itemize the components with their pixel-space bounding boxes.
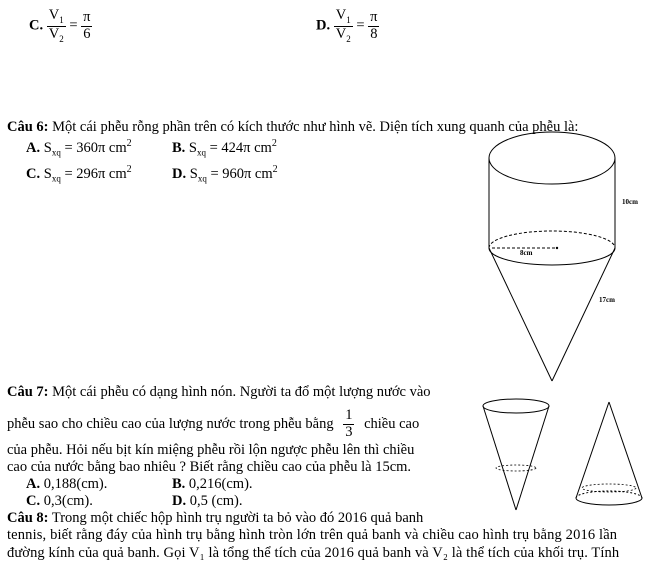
fraction-pi-8: $\frac{\pi}{8}$ — [370, 8, 378, 42]
q7-line4: cao của nước bằng bao nhiêu ? Biết rằng chiều cao của phễu là 15cm. — [7, 459, 412, 475]
funnel-left-edge — [483, 406, 516, 510]
question-7: Câu 7: Một cái phễu có dạng hình nón. Người ta đổ một lượng nước vào — [7, 384, 431, 400]
q7-line2: phễu sao cho chiều cao của lượng nước trong phễu bằng $\frac{1}{3}$ chiều cao — [7, 407, 420, 440]
fraction-pi-6: $\frac{\pi}{6}$ — [83, 8, 91, 42]
q6-option-b: B. $S_{xq} = 424\pi$ $cm^2$ — [172, 138, 277, 158]
cone-base-front — [576, 498, 642, 505]
question-text: Một cái phễu rỗng phần trên có kích thước như hình vẽ. Diện tích xung quanh của phễu là: — [48, 119, 579, 135]
option-d-top: D. $\frac{V_1}{V_2}$ = $\frac{\pi}{8}$ — [316, 7, 378, 44]
q7-option-b: B. 0,216(cm). — [172, 476, 253, 492]
cone-left-edge — [576, 402, 609, 498]
question-label: Câu 6: — [7, 119, 49, 135]
cone-water-level — [582, 484, 636, 492]
cone-base-back — [576, 491, 642, 498]
cylinder-bottom-front — [489, 248, 615, 265]
label-radius: 8cm — [520, 249, 533, 257]
q8-line2: tennis, biết rằng đáy của hình trụ bằng hình tròn lớn trên quả banh và chiều cao hình trụ bằng 2016 lần — [7, 527, 618, 543]
fraction-one-third: $\frac{1}{3}$ — [345, 407, 353, 440]
cone-right-edge — [609, 402, 642, 498]
question-label: Câu 7: — [7, 384, 49, 400]
fraction-v1-v2: $\frac{V_1}{V_2}$ — [48, 7, 64, 44]
q8-line3: đường kính của quả banh. Gọi V₁ là tổng thể tích của 2016 quả banh và V₂ là thể tích của khối trụ. Tính — [7, 545, 620, 561]
q7-option-a: A. 0,188(cm). — [26, 476, 108, 492]
center-point — [556, 247, 558, 249]
option-letter: D. — [316, 17, 331, 34]
question-8: Câu 8: Trong một chiếc hộp hình trụ người ta bỏ vào đó 2016 quả banh — [7, 510, 424, 526]
q6-option-c: C. $S_{xq} = 296\pi$ $cm^2$ — [26, 164, 132, 184]
q7-option-c: C. 0,3(cm). — [26, 493, 93, 509]
cylinder-bottom-back — [489, 231, 615, 248]
cylinder-top-ellipse — [489, 132, 615, 184]
q6-option-a: A. $S_{xq} = 360\pi$ $cm^2$ — [26, 138, 132, 158]
cones-figure — [476, 396, 662, 518]
fraction-v1-v2: $\frac{V_1}{V_2}$ — [335, 7, 351, 44]
q7-line3: của phễu. Hỏi nếu bịt kín miệng phễu rồi lộn ngược phễu lên thì chiều — [7, 442, 415, 458]
funnel-figure — [480, 128, 638, 386]
option-letter: C. — [29, 17, 44, 34]
q7-option-d: D. 0,5 (cm). — [172, 493, 243, 509]
funnel-right-edge — [516, 406, 549, 510]
label-slant: 17cm — [599, 296, 615, 304]
label-height: 10cm — [622, 198, 638, 206]
cone-left-edge — [489, 248, 552, 381]
question-label: Câu 8: — [7, 510, 49, 526]
funnel-top-ellipse — [483, 399, 549, 413]
cone-right-edge — [552, 248, 615, 381]
q6-option-d: D. $S_{xq} = 960\pi$ $cm^2$ — [172, 164, 278, 184]
option-c-top: C. $\frac{V_1}{V_2}$ = $\frac{\pi}{6}$ — [29, 7, 91, 44]
